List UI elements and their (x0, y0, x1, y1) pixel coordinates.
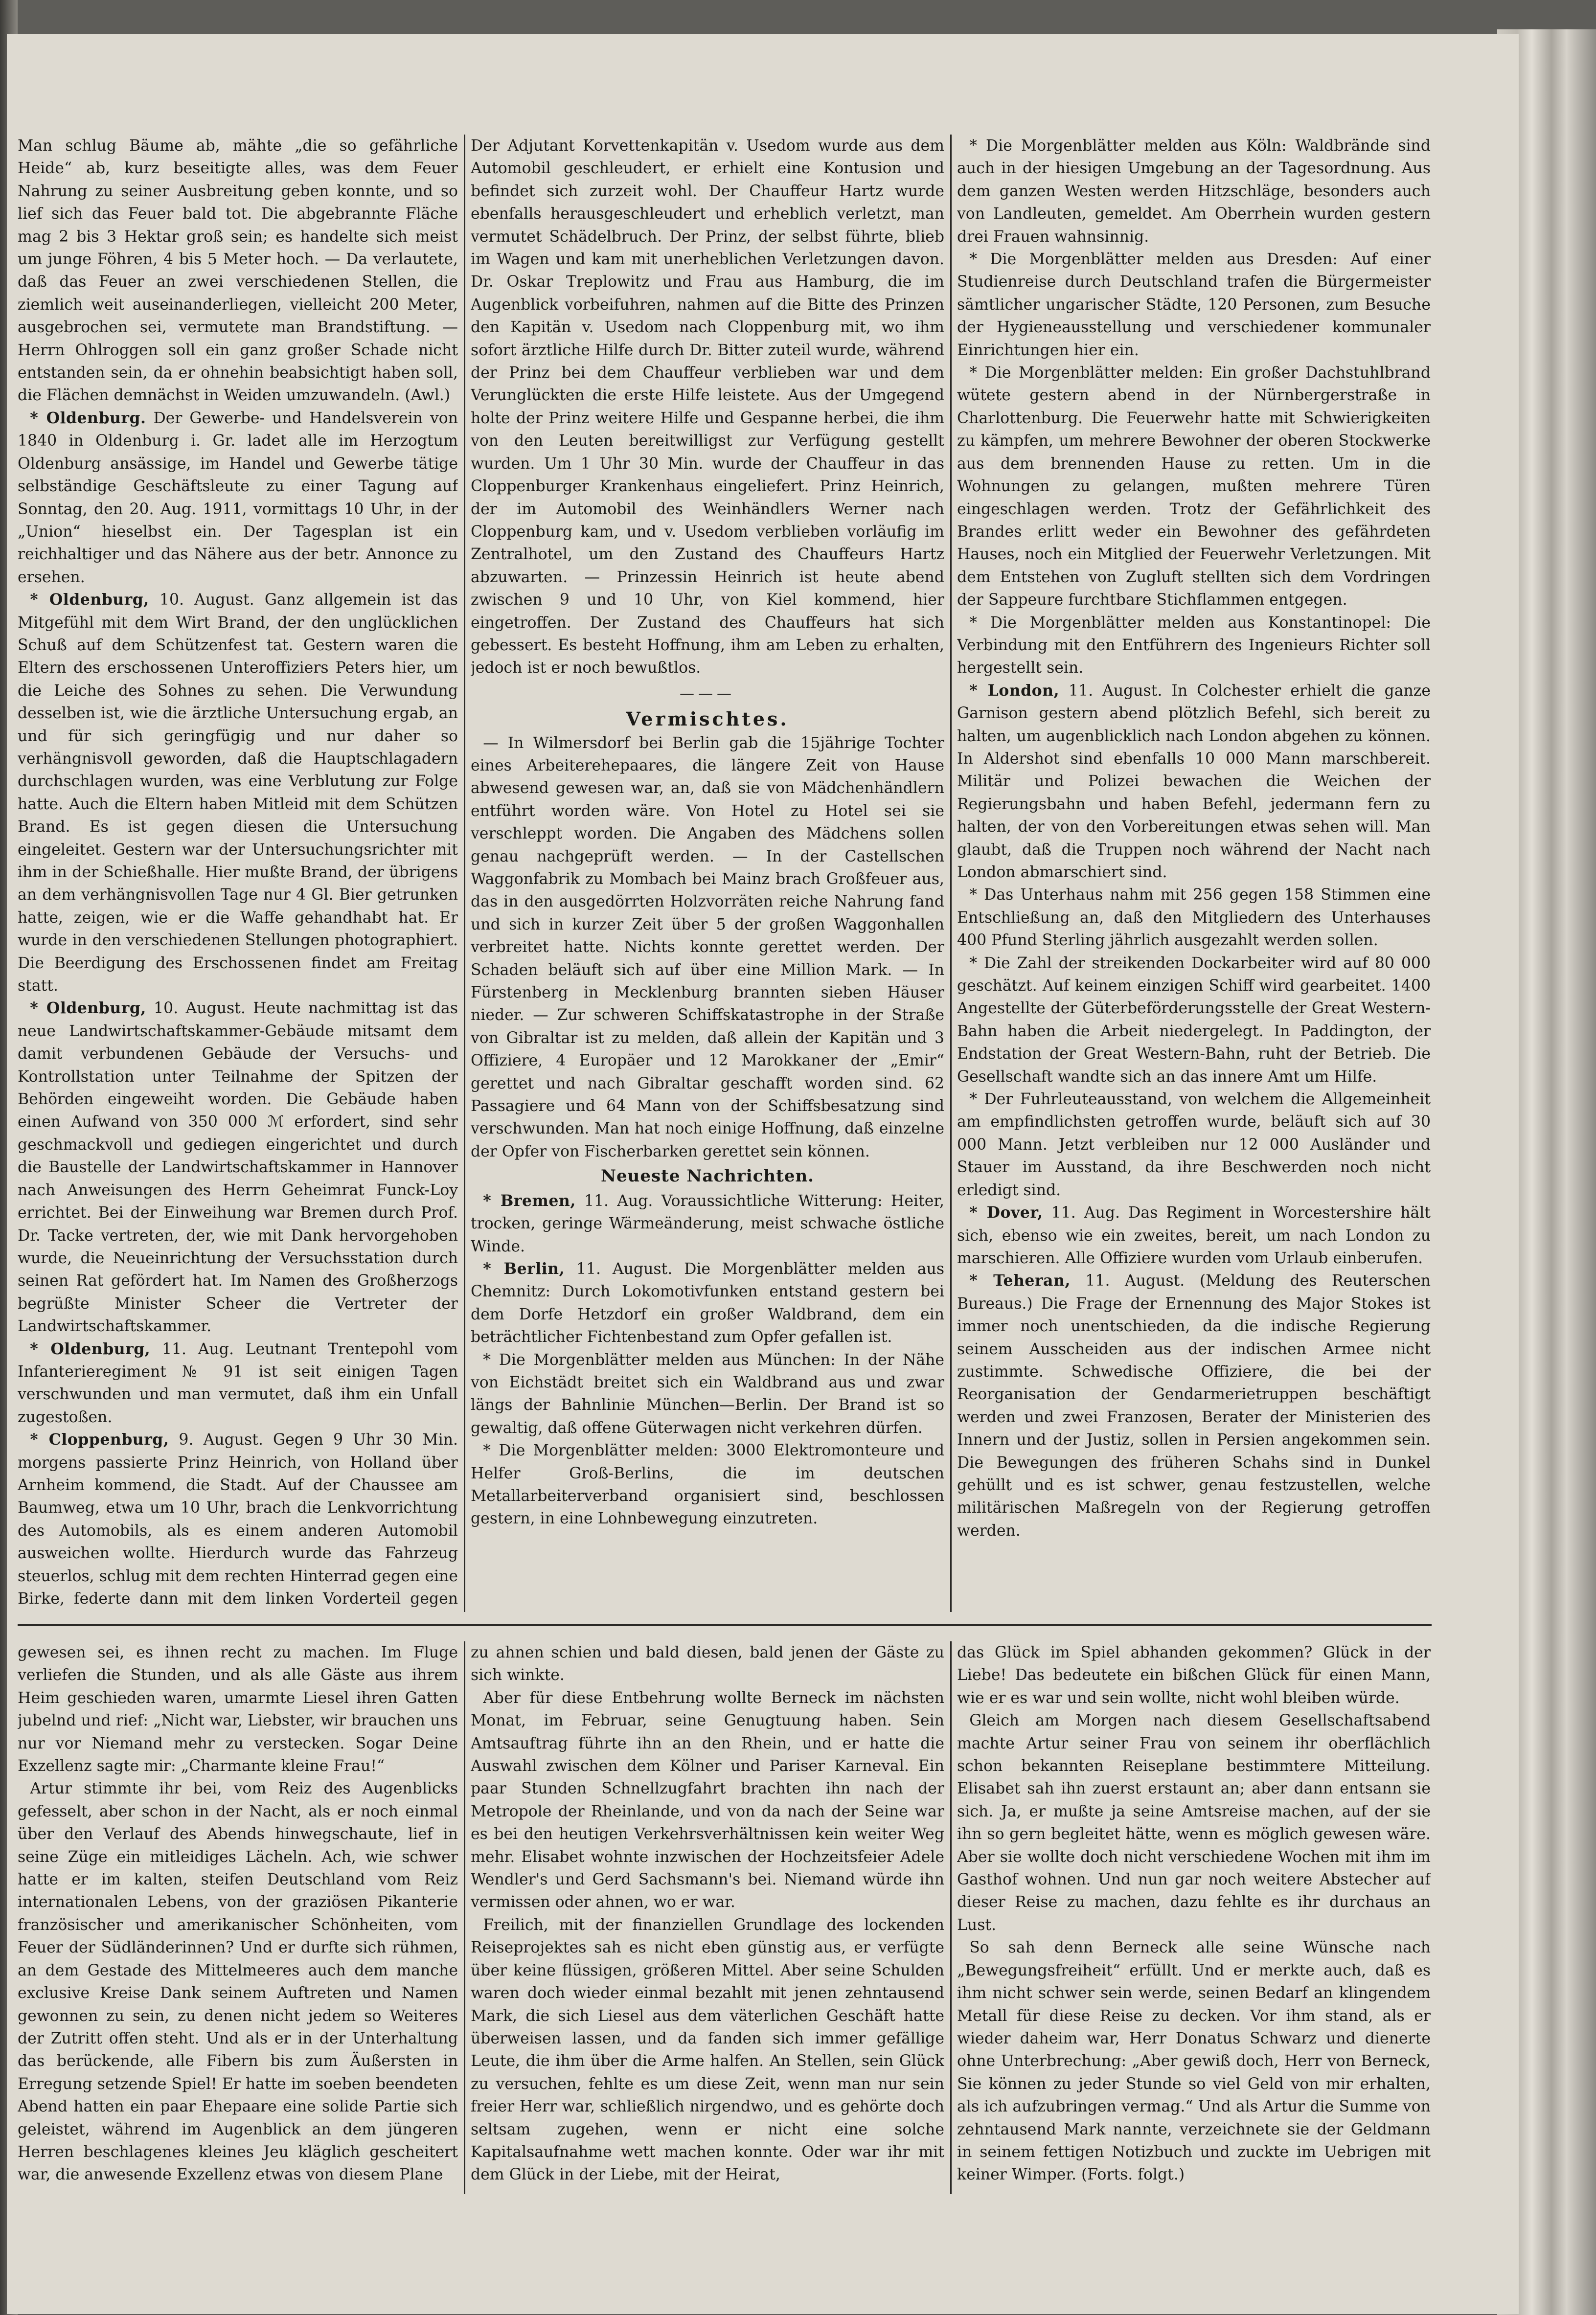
dateline-place: * Teheran, (969, 1271, 1071, 1290)
column-1 (18, 135, 458, 1612)
news-text: 11. August. Die Morgenblätter melden aus Chemnitz: Durch Lokomotivfunken entstand gestern bei dem Dorfe Hetzdorf ein großer Waldbrand, dem ein beträchtlicher Fichtenbestand zum Opfer gefallen ist. (471, 1260, 944, 1346)
paragraph: * Die Morgenblätter melden aus Konstantinopel: Die Verbindung mit den Entführern des Ingenieurs Richter soll hergestellt sein. (957, 613, 1431, 677)
dateline-place: * Berlin, (483, 1259, 565, 1278)
dateline-place: * Dover, (969, 1203, 1043, 1222)
column-2 (471, 135, 944, 1612)
news-item (471, 1190, 944, 1258)
paragraph: Freilich, mit der finanziellen Grundlage des lockenden Reiseprojektes sah es nicht eben günstig aus, er verfügte über keine flüssigen, größeren Mittel. Aber seine Schulden waren doch wieder einmal bezahlt mit jenen zehntausend Mark, die sich Liesel aus dem väterlichen Geschäft hatte überweisen lassen, und da fanden sich immer gefällige Leute, die ihm über die Arme halfen. An Stellen, sein Glück zu versuchen, fehlte es um diese Zeit, wenn man nur sein freier Herr war, schließlich nirgendwo, und es gehörte doch seltsam zugehen, wenn er nicht eine solche Kapitalsaufnahme wett machen konnte. Oder war ihr mit dem Glück in der Liebe, mit der Heirat, (471, 1916, 944, 2184)
paragraph: Der Adjutant Korvettenkapitän v. Usedom wurde aus dem Automobil geschleudert, er erhielt eine Kontusion und befindet sich zurzeit wohl. Der Chauffeur Hartz wurde ebenfalls herausgeschleudert und erheblich verletzt, man vermutet Schädelbruch. Der Prinz, der selbst führte, blieb im Wagen und kam mit unerheblichen Verletzungen davon. Dr. Oskar Treplowitz und Frau aus Hamburg, die im Augenblick vorbeifuhren, nahmen auf die Bitte des Prinzen den Kapitän v. Usedom nach Cloppenburg mit, wo ihm sofort ärztliche Hilfe durch Dr. Bitter zuteil wurde, während der Prinz bei dem Chauffeur verblieben war und dem Verunglückten die erste Hilfe leistete. Aus der Umgegend holte der Prinz weitere Hilfe und Gespanne herbei, die ihm von den Leuten bereitwilligst zur Verfügung gestellt wurden. Um 1 Uhr 30 Min. wurde der Chauffeur in das Cloppenburger Krankenhaus eingeliefert. Prinz Heinrich, der im Automobil des Weinhändlers Werner nach Cloppenburg kam, und v. Usedom verblieben vorläufig im Zentralhotel, um den Zustand des Chauffeurs Hartz abzuwarten. — Prinzessin Heinrich ist heute abend zwischen 9 und 10 Uhr, von Kiel kommend, hier eingetroffen. Der Zustand des Chauffeurs hat sich gebessert. Es besteht Hoffnung, ihm am Leben zu erhalten, jedoch ist er noch bewußtlos. (471, 137, 944, 677)
news-item (18, 589, 458, 997)
news-text: 10. August. Ganz allgemein ist das Mitgefühl mit dem Wirt Brand, der den unglücklichen Schuß auf dem Schützenfest tat. Gestern waren die Eltern des erschossenen Unteroffiziers Peters hier, um die Leiche des Sohnes zu sehen. Die Verwundung desselben ist, wie die ärztliche Untersuchung ergab, an und für sich geringfügig und nur daher so verhängnisvoll geworden, daß die Hauptschlagadern durchschlagen wurden, was eine Verblutung zur Folge hatte. Auch die Eltern haben Mitleid mit dem Schützen Brand. Es ist gegen diesen die Untersuchung eingeleitet. Gestern war der Untersuchungsrichter mit ihm in der Schießhalle. Hier mußte Brand, der übrigens an dem verhängnisvollen Tage nur 4 Gl. Bier getrunken hatte, zeigen, wie er die Waffe gehandhabt hat. Er wurde in den verschiedenen Stellungen photographiert. Die Beerdigung des Erschossenen findet am Freitag statt. (18, 591, 458, 995)
dateline-place: * Cloppenburg, (30, 1430, 169, 1449)
separator: ——— (680, 684, 735, 702)
news-item (18, 407, 458, 589)
paragraph: * Das Unterhaus nahm mit 256 gegen 158 Stimmen eine Entschließung an, daß den Mitgliedern des Unterhauses 400 Pfund Sterling jährlich ausgezahlt werden sollen. (957, 886, 1431, 950)
dateline-place: * Oldenburg, (30, 1339, 151, 1358)
paragraph: * Der Fuhrleuteausstand, von welchem die Allgemeinheit am empfindlichsten getroffen wurde, beläuft sich auf 30 000 Mann. Jetzt verbleiben nur 12 000 Ausländer und Stauer im Ausstand, da ihre Beschwerden noch nicht erledigt sind. (957, 1090, 1431, 1199)
news-item (18, 1338, 458, 1429)
column-3 (957, 135, 1431, 1612)
paragraph: das Glück im Spiel abhanden gekommen? Glück in der Liebe! Das bedeutete ein bißchen Glück für einen Mann, wie er es war und sein wollte, nicht wohl bleiben würde. (957, 1644, 1431, 1707)
news-text: Der Gewerbe- und Handelsverein von 1840 in Oldenburg i. Gr. ladet alle im Herzogtum Oldenburg ansässige, im Handel und Gewerbe tätige selbständige Geschäftsleute zu einer Tagung auf Sonntag, den 20. Aug. 1911, vormittags 10 Uhr, in der „Union“ hieselbst ein. Der Tagesplan ist ein reichhaltiger und das Nähere aus der betr. Annonce zu ersehen. (18, 409, 458, 586)
feuilleton-column-2 (471, 1641, 944, 2194)
paragraph: Aber für diese Entbehrung wollte Berneck im nächsten Monat, im Februar, seine Genugtuung haben. Sein Amtsauftrag führte ihn an den Rhein, und er hatte die Auswahl zwischen dem Kölner und Pariser Karneval. Ein paar Stunden Schnellzugfahrt brachten ihn nach der Metropole der Rheinlande, und von da nach der Seine war es bei den heutigen Verkehrsverhältnissen kein weiter Weg mehr. Elisabet wohnte inzwischen der Hochzeitsfeier Adele Wendler's und Gerd Sachsmann's bei. Niemand würde ihn vermissen oder ahnen, wo er war. (471, 1689, 944, 1911)
paragraph: * Die Morgenblätter melden: Ein großer Dachstuhlbrand wütete gestern abend in der Nürnbergerstraße in Charlottenburg. Die Feuerwehr hatte mit Schwierigkeiten zu kämpfen, um mehrere Bewohner der oberen Stockwerke aus dem brennenden Hause zu retten. Um in die Wohnungen zu gelangen, mußten mehrere Türen eingeschlagen werden. Trotz der Gefährlichkeit des Brandes erlitt weder ein Bewohner des gefährdeten Hauses, noch ein Mitglied der Feuerwehr Verletzungen. Mit dem Entstehen von Zugluft stellten sich dem Vordringen der Sappeure furchtbare Stichflammen entgegen. (957, 364, 1431, 609)
column-rule (950, 135, 952, 1612)
paragraph: * Die Zahl der streikenden Dockarbeiter wird auf 80 000 geschätzt. Auf keinem einzigen Schiff wird gearbeitet. 1400 Angestellte der Güterbeförderungsstelle der Great Western-Bahn haben die Arbeit niedergelegt. In Paddington, der Endstation der Great Western-Bahn, ruht der Betrieb. Die Gesellschaft wandte sich an das innere Amt um Hilfe. (957, 954, 1431, 1086)
news-text: 11. August. (Meldung des Reuterschen Bureaus.) Die Frage der Ernennung des Major Stokes ist immer noch unentschieden, da die indische Regierung seinem Ausscheiden aus der indischen Armee nicht zustimmte. Schwedische Offiziere, die bei der Reorganisation der Gendarmerietruppen beschäftigt werden und zwei Franzosen, Berater der Ministerien des Innern und der Justiz, sollen in Persien angekommen sein. Die Bewegungen des früheren Schahs sind in Dunkel gehüllt und es ist schwer, genau festzustellen, welche militärischen Maßregeln von der Regierung getroffen werden. (957, 1272, 1431, 1540)
paragraph: * Die Morgenblätter melden aus Köln: Waldbrände sind auch in der hiesigen Umgebung an der Tagesordnung. Aus dem ganzen Westen werden Hitzschläge, besonders auch von Landleuten, gemeldet. Am Oberrhein wurden gestern drei Frauen wahnsinnig. (957, 137, 1431, 246)
feuilleton-column-3 (957, 1641, 1431, 2194)
section-heading: Vermischtes. (626, 708, 789, 730)
news-item (18, 1429, 458, 1612)
newspaper-page (7, 34, 1519, 2314)
news-text: 11. Aug. Das Regiment in Worcestershire hält sich, ebenso wie ein zweites, bereit, um nach London zu marschieren. Alle Offiziere wurden vom Urlaub einberufen. (957, 1204, 1431, 1267)
paragraph: gewesen sei, es ihnen recht zu machen. Im Fluge verliefen die Stunden, und als alle Gäste aus ihrem Heim geschieden waren, umarmte Liesel ihren Gatten jubelnd und rief: „Nicht war, Liebster, wir brauchen uns nur vor Niemand mehr zu verstecken. Sogar Deine Exzellenz sagte mir: „Charmante kleine Frau!“ (18, 1644, 458, 1775)
dateline-place: * Oldenburg, (30, 999, 146, 1018)
dateline-place: * Bremen, (483, 1191, 576, 1210)
paragraph: Artur stimmte ihr bei, vom Reiz des Augenblicks gefesselt, aber schon in der Nacht, als er noch einmal über den Verlauf des Abends hinwegschaute, lief in seine Züge ein mitleidiges Lächeln. Ach, wie schwer hatte er im kalten, steifen Deutschland vom Reiz internationalen Lebens, von der graziösen Pikanterie französischer und amerikanischer Schönheiten, vom Feuer der Südländerinnen? Und er durfte sich rühmen, an dem Gestade des Mittelmeeres auch dem manche exclusive Kreise Dank seinem Auftreten und Namen gewonnen zu sein, zu denen nicht jedem so Weiteres der Zutritt offen steht. Und als er in der Unterhaltung das berückende, alle Fibern bis zum Äußersten in Erregung setzende Spiel! Er hatte im soeben beendeten Abend hatten ein paar Ehepaare eine solide Partie sich geleistet, während im Augenblick an dem jüngeren Herren beschlagenes kleines Jeu kläglich gescheitert war, die anwesende Exzellenz etwas von diesem Plane (18, 1780, 458, 2184)
news-text: 9. August. Gegen 9 Uhr 30 Min. morgens passierte Prinz Heinrich, von Holland über Arnheim kommend, die Stadt. Auf der Chaussee am Baumweg, etwa um 10 Uhr, brach die Lenkvorrichtung des Automobils, als es einem anderen Automobil ausweichen wollte. Hierdurch wurde das Fahrzeug steuerlos, schlug mit dem rechten Hinterrad gegen eine Birke, federte dann mit dem linken Vorderteil gegen (18, 1431, 458, 1608)
feuilleton-column-1 (18, 1641, 458, 2194)
news-item (957, 680, 1431, 884)
column-rule (464, 1641, 465, 2194)
paragraph: Man schlug Bäume ab, mähte „die so gefährliche Heide“ ab, kurz beseitigte alles, was dem Feuer Nahrung zu seiner Ausbreitung geben konnte, und so lief sich das Feuer bald tot. Die abgebrannte Fläche mag 2 bis 3 Hektar groß sein; es handelte sich meist um junge Föhren, 4 bis 5 Meter hoch. — Da verlautete, daß das Feuer an zwei verschiedenen Stellen, die ziemlich weit auseinanderliegen, vielleicht 200 Meter, ausgebrochen sei, vermutete man Brandstiftung. — Herrn Ohlroggen soll ein ganz großer Schade nicht entstanden sein, da er ohnehin beabsichtigt haben soll, die Flächen demnächst in Weiden umzuwandeln. (Awl.) (18, 137, 458, 405)
column-rule (464, 135, 465, 1612)
dateline-place: * Oldenburg, (30, 590, 149, 609)
paragraph: * Die Morgenblätter melden aus München: In der Nähe von Eichstädt breitet sich ein Waldbrand aus und zwar längs der Bahnlinie München—Berlin. Der Brand ist so gewaltig, daß offene Güterwagen nicht verkehren dürfen. (471, 1351, 944, 1437)
section-subheading: Neueste Nachrichten. (600, 1166, 815, 1186)
dateline-place: * London, (969, 681, 1060, 700)
news-item (18, 997, 458, 1338)
news-item (957, 1202, 1431, 1270)
news-item (471, 1258, 944, 1349)
dateline-place: * Oldenburg. (30, 409, 146, 427)
paragraph: So sah denn Berneck alle seine Wünsche nach „Bewegungsfreiheit“ erfüllt. Und er merkte auch, daß es ihm nicht schwer sein werde, seinen Bedarf an klingendem Metall für diese Reise zu decken. Vor ihm stand, als er wieder daheim war, Herr Donatus Schwarz und dienerte ohne Unterbrechung: „Aber gewiß doch, Herr von Berneck, Sie können zu jeder Stunde so viel Geld von mir erhalten, als ich aufzubringen vermag.“ Und als Artur die Summe von zehntausend Mark nannte, verzeichnete sie der Geldmann in seinem fettigen Notizbuch und zuckte im Uebrigen mit keiner Wimper. (Forts. folgt.) (957, 1939, 1431, 2184)
column-rule (950, 1641, 952, 2194)
news-text: 11. Aug. Leutnant Trentepohl vom Infanterieregiment № 91 ist seit einigen Tagen verschwunden und man vermutet, daß ihm ein Unfall zugestoßen. (18, 1340, 458, 1426)
news-text: 11. August. In Colchester erhielt die ganze Garnison gestern abend plötzlich Befehl, sich bereit zu halten, um augenblicklich nach London abgehen zu können. In Aldershot sind ebenfalls 10 000 Mann marschbereit. Militär und Polizei bewachen die Weichen der Regierungsbahn und haben Befehl, jedermann fern zu halten, der von den Vorbereitungen etwas sehen will. Man glaubt, daß die Truppen noch während der Nacht nach London abmarschiert sind. (957, 681, 1431, 881)
news-text: 10. August. Heute nachmittag ist das neue Landwirtschaftskammer-Gebäude mitsamt dem damit verbundenen Gebäude der Versuchs- und Kontrollstation unter Teilnahme der Spitzen der Behörden eingeweiht worden. Die Gebäude haben einen Aufwand von 350 000 ℳ erfordert, sind sehr geschmackvoll und gediegen eingerichtet und durch die Baustelle der Landwirtschaftskammer in Hannover nach Anweisungen des Herrn Geheimrat Funck-Loy errichtet. Bei der Einweihung war Bremen durch Prof. Dr. Tacke vertreten, der, wie mit Dank hervorgehoben wurde, die Neueinrichtung der Versuchsstation durch seinen Rat gefördert hat. Im Namen des Großherzogs begrüßte Minister Scheer die Vertreter der Landwirtschaftskammer. (18, 999, 458, 1336)
paragraph: * Die Morgenblätter melden aus Dresden: Auf einer Studienreise durch Deutschland trafen die Bürgermeister sämtlicher ungarischer Städte, 120 Personen, zum Besuche der Hygieneausstellung und verschiedener kommunaler Einrichtungen hier ein. (957, 250, 1431, 359)
news-text: 11. Aug. Voraussichtliche Witterung: Heiter, trocken, geringe Wärmeänderung, meist schwache östliche Winde. (471, 1192, 944, 1255)
paragraph: — In Wilmersdorf bei Berlin gab die 15jährige Tochter eines Arbeiterehepaares, die längere Zeit von Hause abwesend gewesen war, an, daß sie von Mädchenhändlern entführt worden wäre. Von Hotel zu Hotel sei sie verschleppt worden. Die Angaben des Mädchens sollen genau nachgeprüft werden. — In der Castellschen Waggonfabrik zu Mombach bei Mainz brach Großfeuer aus, das in den ausgedörrten Holzvorräten reiche Nahrung fand und sich in kurzer Zeit über 5 der großen Waggonhallen verbreitet hatte. Nichts konnte gerettet werden. Der Schaden beläuft sich auf über eine Million Mark. — In Fürstenberg in Mecklenburg brannten sieben Häuser nieder. — Zur schweren Schiffskatastrophe in der Straße von Gibraltar ist zu melden, daß allein der Kapitän und 3 Offiziere, 4 Europäer und 12 Marokkaner der „Emir“ gerettet und nach Gibraltar geschafft worden sind. 62 Passagiere und 64 Mann von der Schiffsbesatzung sind verschwunden. Man hat noch einige Hoffnung, daß einzelne der Opfer von Fischerbarken gerettet sein können. (471, 734, 944, 1160)
paragraph: Gleich am Morgen nach diesem Gesellschaftsabend machte Artur seiner Frau von seinem ihr oberflächlich schon bekannten Reiseplane bestimmtere Mitteilung. Elisabet sah ihn zuerst erstaunt an; aber dann entsann sie sich. Ja, er mußte ja seine Amtsreise machen, auf der sie ihn so gern begleitet hätte, wenn es möglich gewesen wäre. Aber sie wollte doch nicht verschiedene Wochen mit ihm im Gasthof wohnen. Und nun gar noch weitere Abstecher auf dieser Reise zu machen, dazu fehlte es ihr durchaus an Lust. (957, 1712, 1431, 1934)
paragraph: * Die Morgenblätter melden: 3000 Elektromonteure und Helfer Groß-Berlins, die im deutschen Metallarbeiterverband organisiert sind, beschlossen gestern, in eine Lohnbewegung einzutreten. (471, 1442, 944, 1528)
paragraph: zu ahnen schien und bald diesen, bald jenen der Gäste zu sich winkte. (471, 1644, 944, 1684)
news-item (957, 1270, 1431, 1542)
feuilleton-divider (18, 1624, 1432, 1626)
